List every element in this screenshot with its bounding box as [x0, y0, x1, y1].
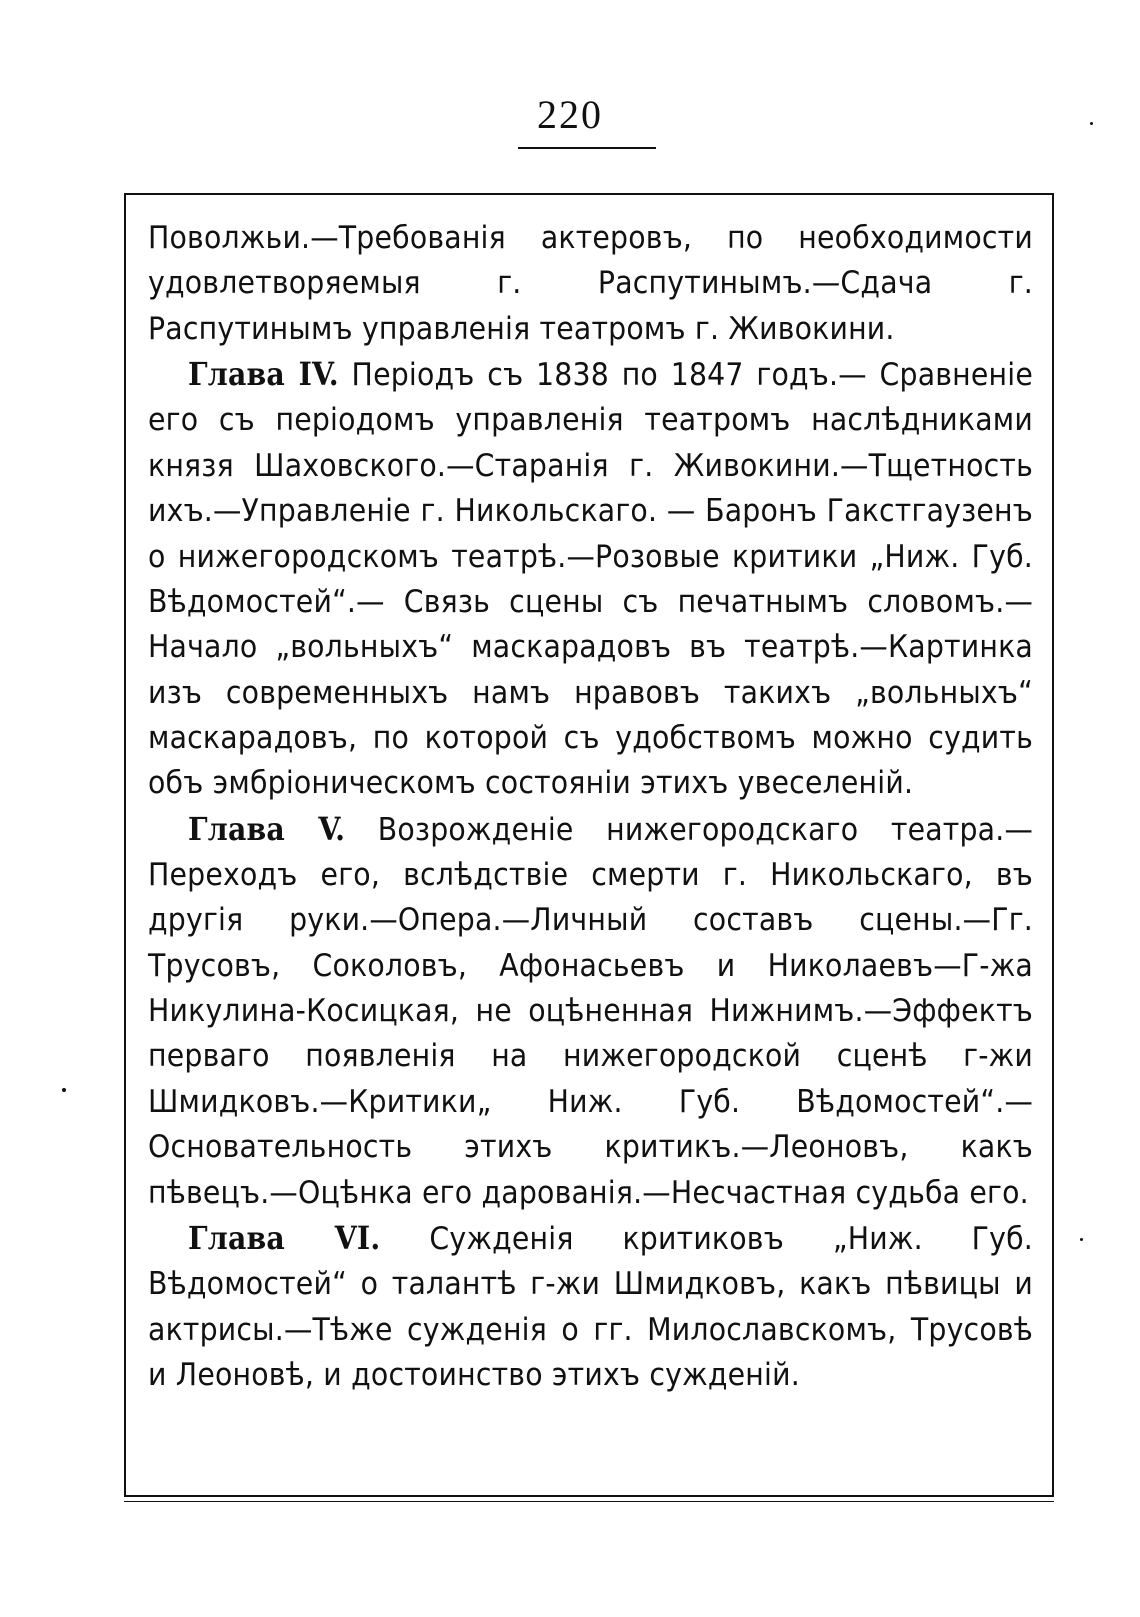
- chapter-5-text: Возрожденіе нижегородскаго театра.— Переходъ его, вслѣдствіе смерти г. Никольскаго, въ другія руки.—Опера.—Личный составъ сцены.—Гг. Трусовъ, Соколовъ, Афонасьевъ и Николаевъ—Г-жа Никулина-Косицкая, не оцѣненная Нижнимъ.—Эффектъ перваго появленія на нижегородской сценѣ г-жи Шмидковъ.—Критики„ Ниж. Губ. Вѣдомостей“.— Основательность этихъ критикъ.—Леоновъ, какъ пѣвецъ.—Оцѣнка его дарованія.—Несчастная судьба его.: [148, 811, 1033, 1211]
- print-speck: [62, 1088, 66, 1092]
- page-number-underline: [518, 147, 656, 149]
- chapter-5-paragraph: [148, 807, 1033, 1216]
- intro-paragraph: [148, 216, 1033, 352]
- chapter-6-paragraph: [148, 1216, 1033, 1398]
- frame-bottom-rule: [124, 1495, 1054, 1497]
- print-speck: [1080, 1238, 1083, 1241]
- page-number: 220: [537, 92, 603, 137]
- frame-bottom-rule-thin: [124, 1501, 1054, 1502]
- print-speck: [1090, 122, 1093, 125]
- intro-text: Поволжьи.—Требованія актеровъ, по необходимости удовлетворяемыя г. Распутинымъ.—Сдача г. Распутинымъ управленія театромъ г. Живокини.: [148, 220, 1033, 347]
- chapter-5-label: Глава V.: [188, 810, 346, 848]
- chapter-6-text: Сужденія критиковъ „Ниж. Губ. Вѣдомостей“ о талантѣ г-жи Шмидковъ, какъ пѣвицы и актрисы.—Тѣже сужденія о гг. Милославскомъ, Трусовѣ и Леоновѣ, и достоинство этихъ сужденій.: [148, 1220, 1034, 1393]
- chapter-4-label: Глава IV.: [188, 356, 339, 394]
- chapter-4-paragraph: [148, 352, 1033, 807]
- table-of-contents-text: [148, 216, 1033, 1398]
- chapter-6-label: Глава VI.: [188, 1219, 381, 1257]
- chapter-4-text: Періодъ съ 1838 по 1847 годъ.— Сравненіе его съ періодомъ управленія театромъ наслѣдниками князя Шаховского.—Старанія г. Живокини.—Тщетность ихъ.—Управленіе г. Никольскаго. — Баронъ Гакстгаузенъ о нижегородскомъ театрѣ.—Розовые критики „Ниж. Губ. Вѣдомостей“.— Связь сцены съ печатнымъ словомъ.—Начало „вольныхъ“ маскарадовъ въ театрѣ.—Картинка изъ современныхъ намъ нравовъ такихъ „вольныхъ“ маскарадовъ, по которой съ удобствомъ можно судить объ эмбріоническомъ состояніи этихъ увеселеній.: [148, 357, 1033, 802]
